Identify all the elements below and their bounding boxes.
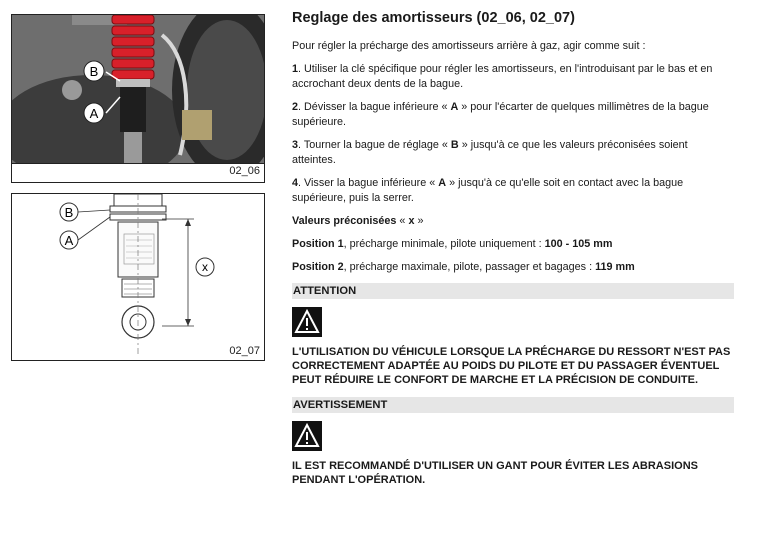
step-number: 2 xyxy=(292,101,299,113)
step-3 xyxy=(292,138,734,168)
step-2 xyxy=(292,100,734,130)
figure-caption: 02_07 xyxy=(225,344,264,358)
avertissement-text: IL EST RECOMMANDÉ D'UTILISER UN GANT POUR ÉVITER LES ABRASIONS PENDANT L'OPÉRATION. xyxy=(292,460,698,486)
callout-b-label: B xyxy=(64,205,74,220)
callout-a-label: A xyxy=(64,233,74,248)
step-text: . Dévisser la bague inférieure « xyxy=(298,101,451,113)
step-text: . Utiliser la clé spécifique pour régler les amortisseurs, en l'introduisant par le bas et en accrochant deux dents de la bague. xyxy=(292,63,713,90)
step-text: » pour l'écarter de quelques millimètres de la bague supérieure. xyxy=(292,101,709,128)
step-1 xyxy=(292,62,734,92)
step-number: 4 xyxy=(292,177,299,189)
step-key: A xyxy=(438,177,447,189)
section-title: Reglage des amortisseurs (02_06, 02_07) xyxy=(292,10,575,26)
step-text: » jusqu'à ce que les valeurs préconisées soient atteintes. xyxy=(292,139,688,166)
attention-heading: ATTENTION xyxy=(292,283,734,299)
avertissement-heading: AVERTISSEMENT xyxy=(292,397,734,413)
step-key: A xyxy=(450,101,459,113)
position-2: Position 2, précharge maximale, pilote, passager et bagages : 119 mm xyxy=(292,261,635,273)
photo-figure xyxy=(11,14,265,183)
content-column xyxy=(292,10,734,497)
position-1: Position 1, précharge minimale, pilote uniquement : 100 - 105 mm xyxy=(292,238,613,250)
attention-text: L'UTILISATION DU VÉHICULE LORSQUE LA PRÉCHARGE DU RESSORT N'EST PAS CORRECTEMENT ADAPTÉE AU POIDS DU PILOTE ET DU PASSAGER ÉVENTUEL PEUT RÉDUIRE LE CONFORT DE MARCHE ET LA PRÉCISION DE CONDUITE. xyxy=(292,346,731,386)
step-4 xyxy=(292,176,734,206)
step-text: . Visser la bague inférieure « xyxy=(298,177,439,189)
step-number: 3 xyxy=(292,139,299,151)
figure-caption: 02_06 xyxy=(12,163,264,182)
step-number: 1 xyxy=(292,63,299,75)
warning-triangle-icon xyxy=(292,307,322,337)
diagram-figure xyxy=(11,193,265,361)
callout-a-label: A xyxy=(89,106,99,121)
step-key: B xyxy=(450,139,459,151)
values-heading: Valeurs préconisées « x » xyxy=(292,215,424,227)
callout-x-label: x xyxy=(202,260,208,274)
step-text: » jusqu'à ce qu'elle soit en contact avec la bague supérieure, puis la serrer. xyxy=(292,177,684,204)
step-text: . Tourner la bague de réglage « xyxy=(298,139,451,151)
warning-triangle-icon xyxy=(292,421,322,451)
callout-b-label: B xyxy=(89,64,99,79)
photo-callouts xyxy=(12,15,264,165)
intro-paragraph: Pour régler la précharge des amortisseurs arrière à gaz, agir comme suit : xyxy=(292,40,646,52)
shock-absorber-diagram xyxy=(12,194,264,360)
